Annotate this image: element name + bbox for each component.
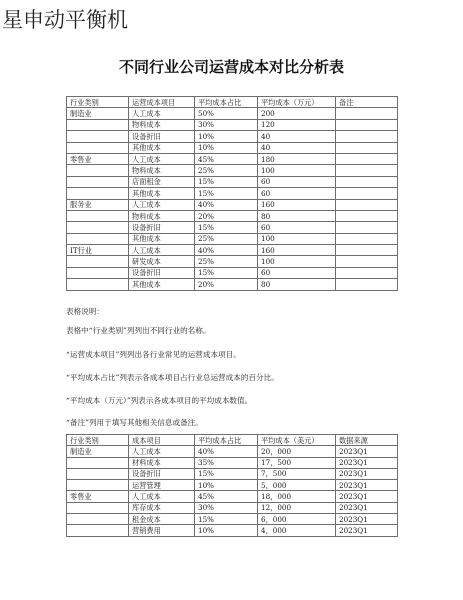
table-cell: 其他成本 — [129, 279, 195, 290]
column-header: 平均成本占比 — [195, 97, 258, 108]
table-cell: 160 — [258, 199, 336, 210]
table-cell: 80 — [258, 210, 336, 221]
table-cell: 15% — [195, 176, 258, 187]
note-line: “运营成本项目”列列出各行业常见的运营成本项目。 — [66, 350, 241, 359]
table-cell — [67, 142, 129, 153]
table-cell: 10% — [195, 525, 258, 536]
table-cell — [67, 233, 129, 244]
table-cell: 20，000 — [258, 446, 336, 457]
table-cell: 45% — [195, 491, 258, 502]
table-row — [67, 199, 398, 210]
table-row — [67, 480, 398, 491]
table-cell: 40% — [195, 446, 258, 457]
table-row — [67, 457, 398, 468]
table-cell: 160 — [258, 245, 336, 256]
table-cell: 15% — [195, 222, 258, 233]
table-cell: IT行业 — [67, 245, 129, 256]
table-cell: 17，500 — [258, 457, 336, 468]
table-row — [67, 525, 398, 536]
table-cell: 制造业 — [67, 446, 129, 457]
table-cell: 其他成本 — [129, 233, 195, 244]
table-cell — [336, 119, 398, 130]
table-cell: 100 — [258, 165, 336, 176]
column-header: 行业类别 — [67, 435, 129, 446]
table-cell — [67, 267, 129, 278]
table-cell: 15% — [195, 188, 258, 199]
table-cell: 2023Q1 — [336, 468, 398, 479]
table-row — [67, 256, 398, 267]
table-cell: 60 — [258, 267, 336, 278]
table-cell: 其他成本 — [129, 188, 195, 199]
table-cell: 10% — [195, 480, 258, 491]
table-row — [67, 514, 398, 525]
table-cell: 5，000 — [258, 480, 336, 491]
table-cell: 60 — [258, 176, 336, 187]
document-title: 不同行业公司运营成本对比分析表 — [118, 58, 344, 76]
table-cell: 100 — [258, 233, 336, 244]
table-row — [67, 446, 398, 457]
table-row — [67, 165, 398, 176]
table-cell: 营销费用 — [129, 525, 195, 536]
table-cell — [67, 468, 129, 479]
table-cell: 人工成本 — [129, 199, 195, 210]
table-cell: 零售业 — [67, 153, 129, 164]
table-cell: 库存成本 — [129, 502, 195, 513]
table-cell: 15% — [195, 514, 258, 525]
table-cell — [336, 153, 398, 164]
notes-heading: 表格说明： — [66, 307, 104, 316]
table-cell: 40% — [195, 199, 258, 210]
table-cell: 30% — [195, 502, 258, 513]
table-cell: 20% — [195, 210, 258, 221]
table-row — [67, 279, 398, 290]
table-cell — [336, 176, 398, 187]
header-title: 星申动平衡机 — [2, 8, 128, 32]
column-header: 备注 — [336, 97, 398, 108]
note-line: 表格中“行业类别”列列出不同行业的名称。 — [66, 326, 211, 335]
table-cell: 制造业 — [67, 108, 129, 119]
table-cell: 人工成本 — [129, 153, 195, 164]
table-row — [67, 491, 398, 502]
table-header-row — [67, 435, 398, 446]
table-cell — [67, 176, 129, 187]
table-cell: 物料成本 — [129, 165, 195, 176]
table-cell: 120 — [258, 119, 336, 130]
table-cell: 100 — [258, 256, 336, 267]
note-line: “平均成本占比”列表示各成本项目占行业总运营成本的百分比。 — [66, 373, 279, 382]
table-cell: 6，000 — [258, 514, 336, 525]
table-cell: 租金成本 — [129, 514, 195, 525]
table-cell — [67, 279, 129, 290]
cost-table-usd-body — [67, 435, 398, 537]
table-cell: 人工成本 — [129, 245, 195, 256]
table-cell: 2023Q1 — [336, 446, 398, 457]
table-row — [67, 233, 398, 244]
column-header: 数据来源 — [336, 435, 398, 446]
table-cell: 30% — [195, 119, 258, 130]
table-cell: 其他成本 — [129, 142, 195, 153]
table-cell: 材料成本 — [129, 457, 195, 468]
table-cell: 2023Q1 — [336, 502, 398, 513]
table-cell: 设备折旧 — [129, 468, 195, 479]
table-cell: 10% — [195, 131, 258, 142]
table-row — [67, 267, 398, 278]
table-cell: 15% — [195, 267, 258, 278]
cost-table-cny-body — [67, 97, 398, 291]
column-header: 运营成本项目 — [129, 97, 195, 108]
table-cell: 35% — [195, 457, 258, 468]
table-row — [67, 153, 398, 164]
table-row — [67, 108, 398, 119]
table-row — [67, 176, 398, 187]
table-cell — [67, 256, 129, 267]
table-cell: 设备折旧 — [129, 222, 195, 233]
table-cell: 人工成本 — [129, 108, 195, 119]
column-header: 成本项目 — [129, 435, 195, 446]
table-cell: 运营管理 — [129, 480, 195, 491]
table-cell — [67, 119, 129, 130]
table-cell — [67, 525, 129, 536]
table-cell: 物料成本 — [129, 210, 195, 221]
table-cell — [67, 222, 129, 233]
table-row — [67, 188, 398, 199]
table-cell — [67, 480, 129, 491]
column-header: 平均成本（美元） — [258, 435, 336, 446]
table-cell — [336, 210, 398, 221]
table-cell — [67, 502, 129, 513]
table-cell: 25% — [195, 256, 258, 267]
table-cell: 15% — [195, 468, 258, 479]
table-row — [67, 468, 398, 479]
note-line: “平均成本（万元）”列表示各成本项目的平均成本数值。 — [66, 396, 253, 405]
table-cell: 45% — [195, 153, 258, 164]
table-cell: 人工成本 — [129, 491, 195, 502]
table-cell: 18，000 — [258, 491, 336, 502]
table-cell: 25% — [195, 233, 258, 244]
table-cell: 200 — [258, 108, 336, 119]
table-cell — [336, 108, 398, 119]
table-row — [67, 245, 398, 256]
column-header: 平均成本（万元） — [258, 97, 336, 108]
table-cell — [67, 210, 129, 221]
table-cell: 2023Q1 — [336, 457, 398, 468]
table-cell: 10% — [195, 142, 258, 153]
table-cell — [336, 233, 398, 244]
table-cell — [67, 188, 129, 199]
table-row — [67, 222, 398, 233]
table-cell: 180 — [258, 153, 336, 164]
table-cell: 2023Q1 — [336, 480, 398, 491]
table-cell — [336, 199, 398, 210]
note-line: “备注”列用于填写其他相关信息或备注。 — [66, 418, 203, 427]
table-cell: 2023Q1 — [336, 514, 398, 525]
table-cell: 12，000 — [258, 502, 336, 513]
table-cell: 50% — [195, 108, 258, 119]
table-cell — [336, 165, 398, 176]
table-cell: 零售业 — [67, 491, 129, 502]
table-cell: 40 — [258, 131, 336, 142]
table-cell: 店面租金 — [129, 176, 195, 187]
table-cell: 60 — [258, 222, 336, 233]
table-cell: 40 — [258, 142, 336, 153]
table-header-row — [67, 97, 398, 108]
table-cell — [336, 188, 398, 199]
table-cell: 4，000 — [258, 525, 336, 536]
table-row — [67, 142, 398, 153]
table-cell — [67, 165, 129, 176]
table-cell: 7，500 — [258, 468, 336, 479]
table-cell: 物料成本 — [129, 119, 195, 130]
table-row — [67, 131, 398, 142]
table-cell: 20% — [195, 279, 258, 290]
table-cell — [67, 131, 129, 142]
table-cell: 2023Q1 — [336, 491, 398, 502]
table-cell — [336, 222, 398, 233]
table-row — [67, 502, 398, 513]
column-header: 行业类别 — [67, 97, 129, 108]
table-cell: 服务业 — [67, 199, 129, 210]
table-cell: 设备折旧 — [129, 267, 195, 278]
table-cell: 80 — [258, 279, 336, 290]
table-cell: 人工成本 — [129, 446, 195, 457]
table-cell — [67, 457, 129, 468]
table-cell — [336, 267, 398, 278]
table-cell — [336, 142, 398, 153]
cost-table-cny — [66, 96, 398, 291]
table-cell — [67, 514, 129, 525]
table-cell: 25% — [195, 165, 258, 176]
table-cell: 研发成本 — [129, 256, 195, 267]
table-cell: 40% — [195, 245, 258, 256]
table-cell — [336, 245, 398, 256]
table-row — [67, 119, 398, 130]
table-cell: 2023Q1 — [336, 525, 398, 536]
table-row — [67, 210, 398, 221]
table-cell — [336, 131, 398, 142]
table-cell — [336, 279, 398, 290]
cost-table-usd — [66, 434, 398, 537]
table-cell — [336, 256, 398, 267]
column-header: 平均成本占比 — [195, 435, 258, 446]
table-cell: 60 — [258, 188, 336, 199]
table-cell: 设备折旧 — [129, 131, 195, 142]
